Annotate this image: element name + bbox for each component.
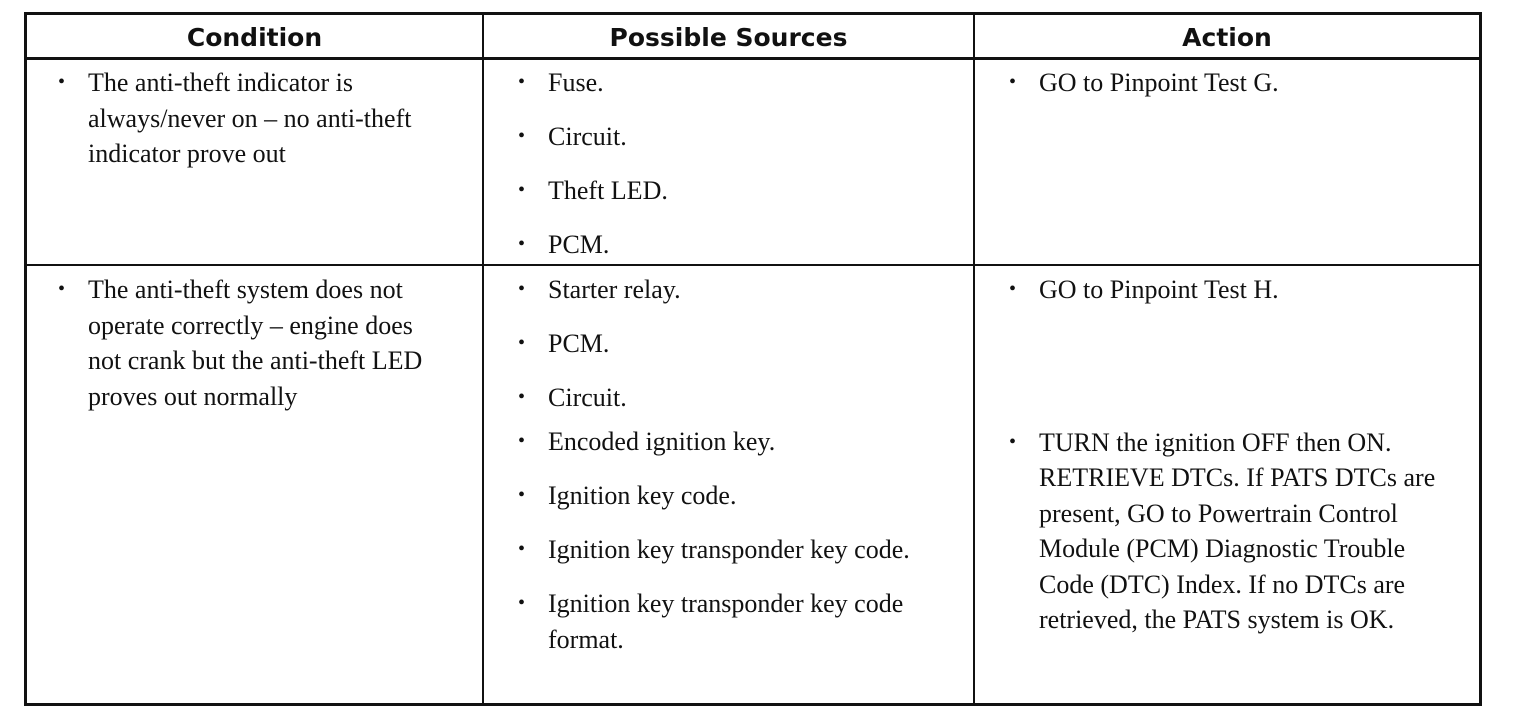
diagnostic-table [24, 12, 1482, 706]
column-divider-1 [482, 15, 484, 703]
list-item [512, 424, 912, 460]
row1-action-cell [1003, 65, 1458, 101]
row1-condition-text: The anti-theft indicator is always/never on – no anti-theft indicator prove out [88, 68, 412, 168]
list-item [52, 272, 452, 414]
source-text: Ignition key code. [548, 481, 737, 510]
row2-condition-text: The anti-theft system does not operate correctly – engine does not crank but the anti-theft LED proves out normally [88, 275, 423, 411]
bullet-icon: • [518, 592, 526, 614]
action-text: GO to Pinpoint Test H. [1039, 275, 1279, 304]
row1-condition-cell [52, 65, 452, 172]
bullet-icon: • [518, 71, 526, 93]
bullet-icon: • [518, 484, 526, 506]
list-item [512, 173, 942, 209]
header-action: Action [1182, 22, 1272, 52]
header-condition: Condition [186, 22, 323, 52]
source-text: Ignition key transponder key code format. [548, 589, 904, 654]
source-text: Theft LED. [548, 176, 668, 205]
bullet-icon: • [518, 386, 526, 408]
bullet-icon: • [518, 233, 526, 255]
row-divider [27, 264, 1479, 266]
bullet-icon: • [518, 179, 526, 201]
bullet-icon: • [1009, 430, 1017, 453]
source-text: Fuse. [548, 68, 604, 97]
bullet-icon: • [518, 430, 526, 452]
bullet-icon: • [58, 278, 66, 300]
action-text: GO to Pinpoint Test G. [1039, 68, 1279, 97]
list-item [512, 532, 912, 568]
list-item [512, 586, 912, 657]
bullet-icon: • [518, 332, 526, 354]
source-text: PCM. [548, 329, 610, 358]
bullet-icon: • [518, 125, 526, 147]
list-item [1003, 272, 1458, 308]
header-possible-sources: Possible Sources [609, 22, 848, 52]
list-item [1003, 65, 1458, 101]
list-item [512, 380, 912, 416]
source-text: PCM. [548, 230, 610, 259]
list-item [512, 227, 942, 263]
row2-sources-cell [512, 272, 912, 657]
list-item [512, 326, 912, 362]
bullet-icon: • [518, 538, 526, 560]
list-item [512, 65, 942, 101]
source-text: Starter relay. [548, 275, 681, 304]
column-divider-2 [973, 15, 975, 703]
source-text: Ignition key transponder key code. [548, 535, 910, 564]
bullet-icon: • [518, 278, 526, 300]
source-text: Circuit. [548, 383, 627, 412]
source-text: Circuit. [548, 122, 627, 151]
bullet-icon: • [58, 71, 66, 93]
source-text: Encoded ignition key. [548, 427, 776, 456]
list-item [1003, 425, 1458, 638]
row1-sources-cell [512, 65, 942, 263]
action-text: TURN the ignition OFF then ON. RETRIEVE DTCs. If PATS DTCs are present, GO to Powertrain Control Module (PCM) Diagnostic Trouble Code (DTC) Index. If no DTCs are retrieved, the PATS system is OK. [1039, 427, 1436, 634]
row2-action-cell [1003, 272, 1458, 638]
bullet-icon: • [1009, 278, 1017, 300]
list-item [512, 478, 912, 514]
list-item [512, 119, 942, 155]
list-item [512, 272, 912, 308]
bullet-icon: • [1009, 71, 1017, 93]
row2-condition-cell [52, 272, 452, 414]
list-item [52, 65, 452, 172]
